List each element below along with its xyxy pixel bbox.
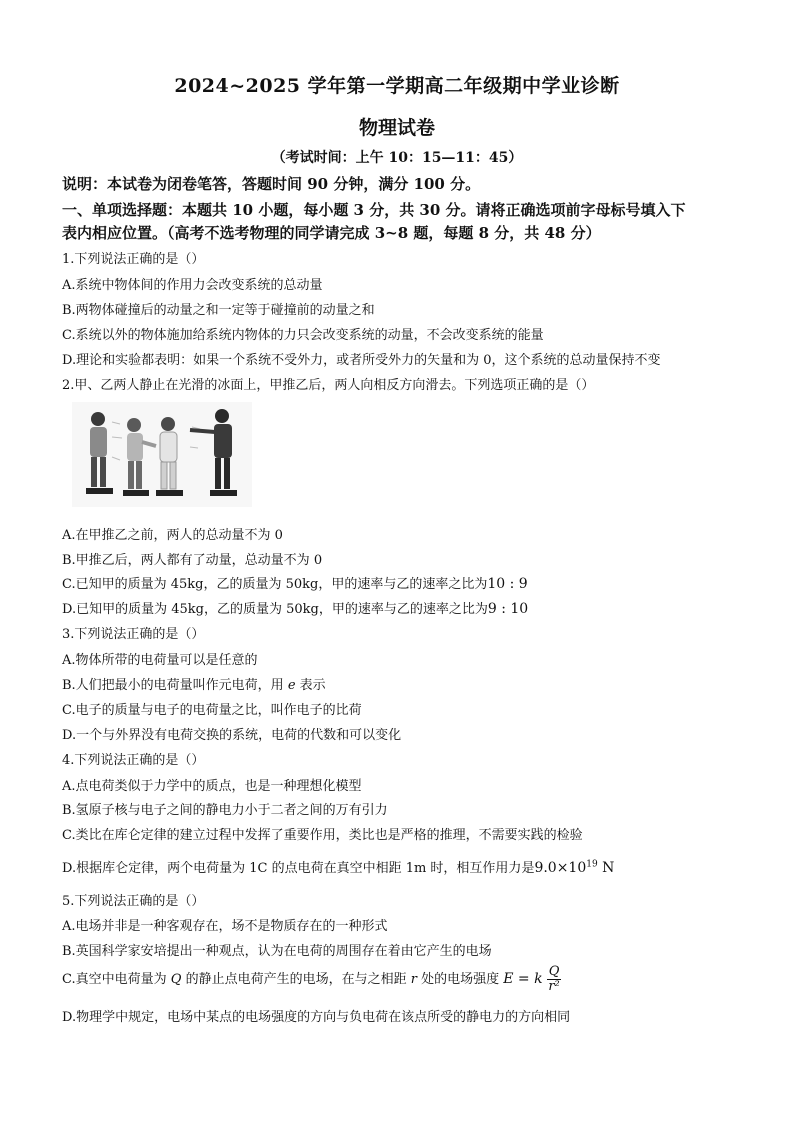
q5-formula-denominator: r² [548,979,560,994]
q5-stem: 5.下列说法正确的是（） [62,894,205,909]
exam-subject: 物理试卷 [358,117,435,139]
q3-option-d: D.一个与外界没有电荷交换的系统，电荷的代数和可以变化 [62,728,402,743]
q4-option-d-exponent: 19 [586,859,598,870]
q2-option-c-text: C.已知甲的质量为 45kg，乙的质量为 50kg，甲的速率与乙的速率之比为 [62,577,488,592]
q4-option-b: B.氢原子核与电子之间的静电力小于二者之间的万有引力 [62,803,388,818]
q5-option-c-r: r [410,972,417,987]
q5-formula-lhs: E = k [503,971,543,987]
q5-formula-numerator: Q [548,964,560,979]
exam-title: 2024~2025 学年第一学期高二年级期中学业诊断 [174,75,620,97]
q5-option-c-mid: 的静止点电荷产生的电场，在与之相距 [185,972,407,987]
q4-stem: 4.下列说法正确的是（） [62,753,205,768]
q3-stem: 3.下列说法正确的是（） [62,627,205,642]
q1-stem: 1.下列说法正确的是（） [62,252,205,267]
q2-option-c [62,573,528,592]
q1-option-b: B.两物体碰撞后的动量之和一定等于碰撞前的动量之和 [62,303,375,318]
q5-option-b: B.英国科学家安培提出一种观点，认为在电荷的周围存在着由它产生的电场 [62,944,492,959]
q4-option-a: A.点电荷类似于力学中的质点，也是一种理想化模型 [62,779,362,794]
q1-option-c: C.系统以外的物体施加给系统内物体的力只会改变系统的动量，不会改变系统的能量 [62,328,544,343]
q3-option-c: C.电子的质量与电子的电荷量之比，叫作电子的比荷 [62,703,362,718]
skaters-illustration [72,402,252,507]
q3-option-a: A.物体所带的电荷量可以是任意的 [62,653,258,668]
exam-time: （考试时间：上午 10：15—11：45） [271,150,523,166]
q2-option-d-text: D.已知甲的质量为 45kg，乙的质量为 50kg，甲的速率与乙的速率之比为 [62,602,488,617]
instructions: 说明：本试卷为闭卷笔答，答题时间 90 分钟，满分 100 分。 [62,175,481,193]
section-heading-line2: 表内相应位置。（高考不选考物理的同学请完成 3~8 题，每题 8 分，共 48 分） [62,224,601,242]
q2-option-b: B.甲推乙后，两人都有了动量，总动量不为 0 [62,553,323,568]
q1-option-a: A.系统中物体间的作用力会改变系统的总动量 [62,278,323,293]
q4-option-c: C.类比在库仑定律的建立过程中发挥了重要作用，类比也是严格的推理，不需要实践的检验 [62,828,583,843]
q5-option-c-post: 处的电场强度 [421,972,500,987]
q5-option-d: D.物理学中规定，电场中某点的电场强度的方向与负电荷在该点所受的静电力的方向相同 [62,1010,571,1025]
q4-option-d-unit: N [597,860,615,876]
q2-option-d [62,598,528,617]
q2-stem: 2.甲、乙两人静止在光滑的冰面上，甲推乙后，两人向相反方向滑去。下列选项正确的是（） [62,378,595,393]
q5-formula-fraction [547,965,562,994]
section-heading-line1: 一、单项选择题：本题共 10 小题，每小题 3 分，共 30 分。请将正确选项前字母标号填入下 [62,201,686,219]
q5-option-a: A.电场并非是一种客观存在，场不是物质存在的一种形式 [62,919,388,934]
q2-option-d-ratio: 9 : 10 [487,601,529,617]
q4-option-d [62,857,614,876]
q3-option-b [62,674,326,693]
q4-option-d-value: 9.0×10 [534,860,587,876]
q2-option-a: A.在甲推乙之前，两人的总动量不为 0 [62,528,283,543]
q3-option-b-symbol: e [287,678,296,693]
q4-option-d-text: D.根据库仑定律，两个电荷量为 1C 的点电荷在真空中相距 1m 时，相互作用力是 [62,861,535,876]
q5-option-c [62,965,561,994]
q1-option-d: D.理论和实验都表明：如果一个系统不受外力，或者所受外力的矢量和为 0，这个系统的总动量保持不变 [62,353,661,368]
q3-option-b-pre: B.人们把最小的电荷量叫作元电荷，用 [62,678,284,693]
q5-option-c-q: Q [170,972,182,987]
q3-option-b-post: 表示 [299,678,326,693]
q2-option-c-ratio: 10 : 9 [487,576,528,592]
q5-option-c-pre: C.真空中电荷量为 [62,972,167,987]
